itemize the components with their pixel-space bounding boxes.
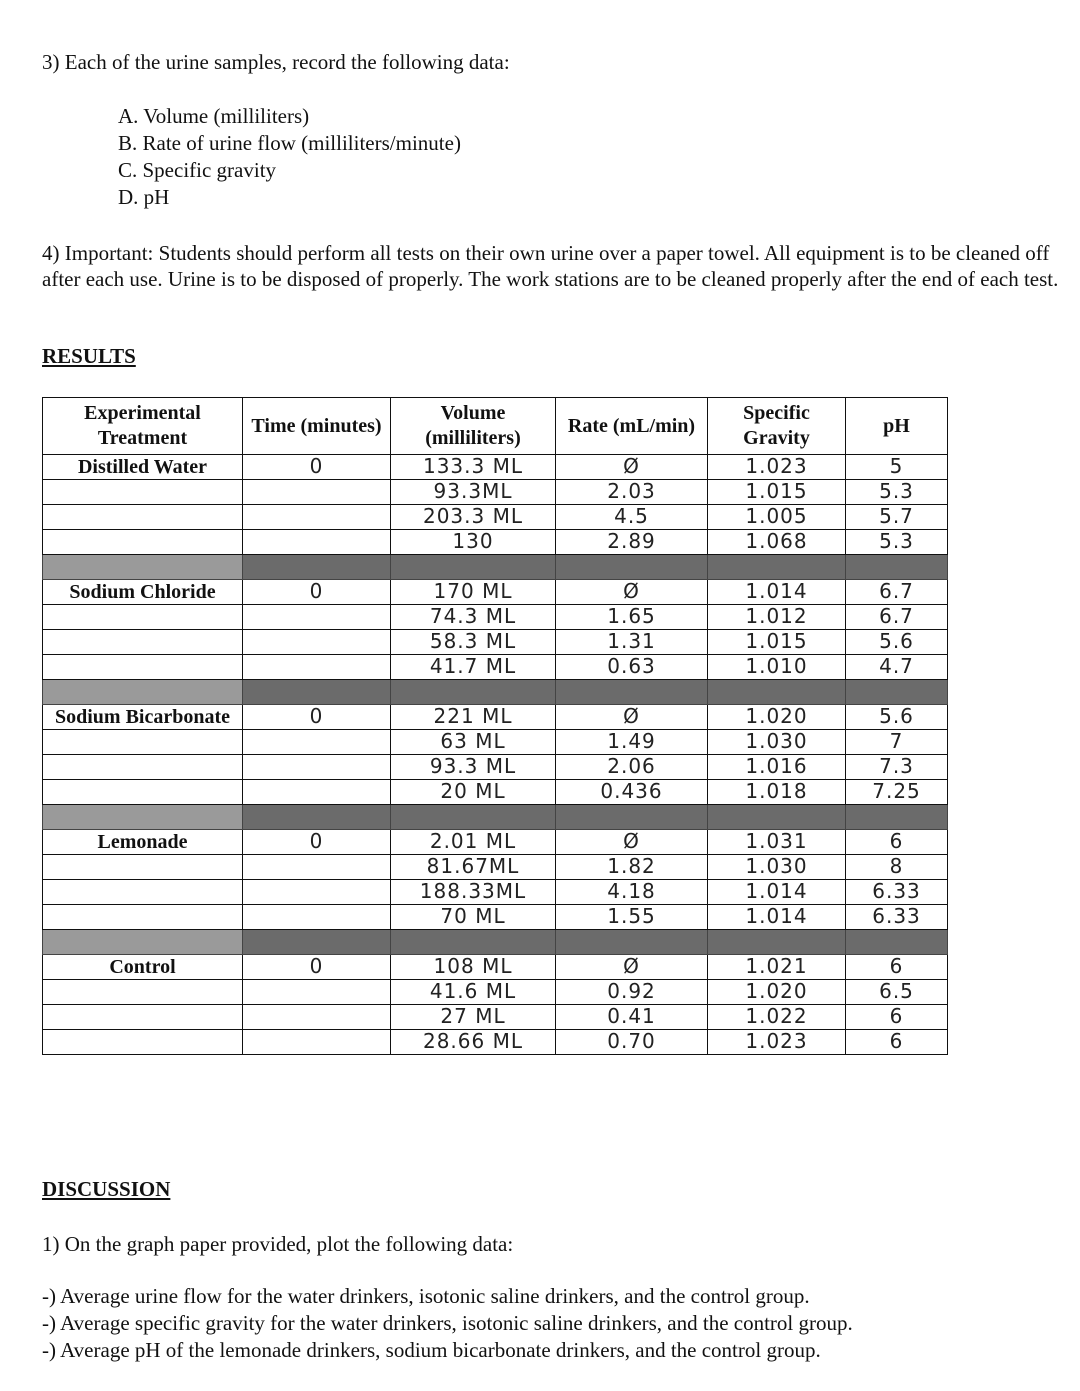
separator-cell	[43, 805, 243, 830]
step3-intro: 3) Each of the urine samples, record the following data:	[42, 50, 510, 74]
specific-gravity-cell: 1.021	[708, 955, 846, 980]
ph-cell: 5.7	[846, 505, 948, 530]
separator-cell	[391, 680, 556, 705]
step3-item-specific-gravity: C. Specific gravity	[118, 158, 277, 182]
ph-cell: 7.25	[846, 780, 948, 805]
table-row	[43, 455, 948, 480]
ph-cell: 7.3	[846, 755, 948, 780]
col-header-time: Time (minutes)	[243, 398, 391, 455]
col-header-ph: pH	[846, 398, 948, 455]
rate-cell: 4.18	[556, 880, 708, 905]
treatment-label-sodium-chloride: Sodium Chloride	[43, 580, 243, 605]
separator-cell	[556, 680, 708, 705]
volume-cell: 2.01 ML	[391, 830, 556, 855]
rate-cell: 1.49	[556, 730, 708, 755]
rate-cell: 0.41	[556, 1005, 708, 1030]
volume-cell: 130	[391, 530, 556, 555]
group-separator-row	[43, 555, 948, 580]
time-cell-empty	[243, 480, 391, 505]
ph-cell: 5.6	[846, 705, 948, 730]
treatment-cell	[43, 505, 243, 530]
treatment-cell	[43, 655, 243, 680]
rate-cell: 1.55	[556, 905, 708, 930]
table-row	[43, 905, 948, 930]
table-row	[43, 630, 948, 655]
time-cell: 0	[243, 580, 391, 605]
time-cell-empty	[243, 505, 391, 530]
volume-cell: 41.7 ML	[391, 655, 556, 680]
table-row	[43, 655, 948, 680]
specific-gravity-cell: 1.014	[708, 905, 846, 930]
treatment-cell	[43, 630, 243, 655]
separator-cell	[846, 930, 948, 955]
volume-cell: 70 ML	[391, 905, 556, 930]
specific-gravity-cell: 1.016	[708, 755, 846, 780]
group-separator-row	[43, 680, 948, 705]
ph-cell: 6.33	[846, 905, 948, 930]
ph-cell: 5.3	[846, 480, 948, 505]
time-cell-empty	[243, 880, 391, 905]
table-row	[43, 480, 948, 505]
specific-gravity-cell: 1.031	[708, 830, 846, 855]
specific-gravity-cell: 1.018	[708, 780, 846, 805]
table-row	[43, 980, 948, 1005]
volume-cell: 63 ML	[391, 730, 556, 755]
time-cell-empty	[243, 730, 391, 755]
rate-cell: Ø	[556, 455, 708, 480]
col-header-treatment: Experimental Treatment	[43, 398, 243, 455]
rate-cell: Ø	[556, 705, 708, 730]
table-row	[43, 705, 948, 730]
rate-cell: Ø	[556, 955, 708, 980]
separator-cell	[243, 930, 391, 955]
treatment-cell	[43, 480, 243, 505]
volume-cell: 133.3 ML	[391, 455, 556, 480]
time-cell-empty	[243, 905, 391, 930]
separator-cell	[43, 555, 243, 580]
step3-item-volume: A. Volume (milliliters)	[118, 104, 310, 128]
ph-cell: 6.7	[846, 605, 948, 630]
results-heading: RESULTS	[42, 344, 136, 368]
separator-cell	[708, 805, 846, 830]
rate-cell: 4.5	[556, 505, 708, 530]
table-row	[43, 505, 948, 530]
treatment-label-control: Control	[43, 955, 243, 980]
volume-cell: 93.3 ML	[391, 755, 556, 780]
volume-cell: 41.6 ML	[391, 980, 556, 1005]
time-cell-empty	[243, 1005, 391, 1030]
separator-cell	[556, 930, 708, 955]
volume-cell: 170 ML	[391, 580, 556, 605]
separator-cell	[391, 555, 556, 580]
treatment-cell	[43, 855, 243, 880]
time-cell: 0	[243, 455, 391, 480]
step3-item-rate: B. Rate of urine flow (milliliters/minute)	[118, 131, 461, 155]
table-row	[43, 955, 948, 980]
discussion-bullet-specific-gravity: -) Average specific gravity for the water drinkers, isotonic saline drinkers, and the control group.	[42, 1311, 853, 1335]
specific-gravity-cell: 1.030	[708, 855, 846, 880]
treatment-label-distilled-water: Distilled Water	[43, 455, 243, 480]
separator-cell	[556, 555, 708, 580]
ph-cell: 5	[846, 455, 948, 480]
treatment-cell	[43, 1030, 243, 1055]
ph-cell: 6	[846, 1030, 948, 1055]
ph-cell: 5.6	[846, 630, 948, 655]
separator-cell	[846, 680, 948, 705]
treatment-label-lemonade: Lemonade	[43, 830, 243, 855]
table-row	[43, 605, 948, 630]
treatment-label-sodium-bicarbonate: Sodium Bicarbonate	[43, 705, 243, 730]
volume-cell: 58.3 ML	[391, 630, 556, 655]
ph-cell: 5.3	[846, 530, 948, 555]
step3-item-ph: D. pH	[118, 185, 170, 209]
specific-gravity-cell: 1.010	[708, 655, 846, 680]
col-header-volume: Volume (milliliters)	[391, 398, 556, 455]
specific-gravity-cell: 1.015	[708, 480, 846, 505]
separator-cell	[243, 680, 391, 705]
separator-cell	[391, 930, 556, 955]
volume-cell: 203.3 ML	[391, 505, 556, 530]
rate-cell: 1.65	[556, 605, 708, 630]
time-cell-empty	[243, 630, 391, 655]
rate-cell: 0.436	[556, 780, 708, 805]
time-cell: 0	[243, 955, 391, 980]
volume-cell: 74.3 ML	[391, 605, 556, 630]
treatment-cell	[43, 880, 243, 905]
specific-gravity-cell: 1.068	[708, 530, 846, 555]
ph-cell: 8	[846, 855, 948, 880]
time-cell: 0	[243, 705, 391, 730]
separator-cell	[43, 930, 243, 955]
specific-gravity-cell: 1.015	[708, 630, 846, 655]
volume-cell: 28.66 ML	[391, 1030, 556, 1055]
table-row	[43, 580, 948, 605]
specific-gravity-cell: 1.022	[708, 1005, 846, 1030]
group-separator-row	[43, 930, 948, 955]
discussion-heading: DISCUSSION	[42, 1177, 171, 1201]
specific-gravity-cell: 1.023	[708, 455, 846, 480]
discussion-bullet-urine-flow: -) Average urine flow for the water drinkers, isotonic saline drinkers, and the control group.	[42, 1284, 810, 1308]
ph-cell: 7	[846, 730, 948, 755]
rate-cell: 1.31	[556, 630, 708, 655]
time-cell-empty	[243, 855, 391, 880]
treatment-cell	[43, 905, 243, 930]
time-cell-empty	[243, 605, 391, 630]
table-row	[43, 530, 948, 555]
separator-cell	[556, 805, 708, 830]
col-header-rate: Rate (mL/min)	[556, 398, 708, 455]
treatment-cell	[43, 605, 243, 630]
time-cell: 0	[243, 830, 391, 855]
discussion-question-1: 1) On the graph paper provided, plot the following data:	[42, 1232, 514, 1256]
col-header-specific-gravity: Specific Gravity	[708, 398, 846, 455]
group-separator-row	[43, 805, 948, 830]
separator-cell	[243, 555, 391, 580]
separator-cell	[846, 555, 948, 580]
ph-cell: 6.5	[846, 980, 948, 1005]
specific-gravity-cell: 1.020	[708, 705, 846, 730]
table-header-row	[43, 398, 948, 455]
treatment-cell	[43, 1005, 243, 1030]
volume-cell: 221 ML	[391, 705, 556, 730]
ph-cell: 6	[846, 955, 948, 980]
separator-cell	[708, 930, 846, 955]
ph-cell: 6.7	[846, 580, 948, 605]
ph-cell: 6	[846, 1005, 948, 1030]
treatment-cell	[43, 530, 243, 555]
rate-cell: 2.89	[556, 530, 708, 555]
specific-gravity-cell: 1.014	[708, 580, 846, 605]
specific-gravity-cell: 1.012	[708, 605, 846, 630]
separator-cell	[43, 680, 243, 705]
volume-cell: 81.67ML	[391, 855, 556, 880]
separator-cell	[708, 555, 846, 580]
ph-cell: 6.33	[846, 880, 948, 905]
treatment-cell	[43, 755, 243, 780]
volume-cell: 108 ML	[391, 955, 556, 980]
treatment-cell	[43, 980, 243, 1005]
time-cell-empty	[243, 755, 391, 780]
volume-cell: 188.33ML	[391, 880, 556, 905]
table-row	[43, 1030, 948, 1055]
separator-cell	[846, 805, 948, 830]
specific-gravity-cell: 1.014	[708, 880, 846, 905]
table-row	[43, 1005, 948, 1030]
table-row	[43, 730, 948, 755]
time-cell-empty	[243, 1030, 391, 1055]
specific-gravity-cell: 1.023	[708, 1030, 846, 1055]
treatment-cell	[43, 780, 243, 805]
results-table	[42, 397, 948, 1055]
rate-cell: 1.82	[556, 855, 708, 880]
volume-cell: 27 ML	[391, 1005, 556, 1030]
table-row	[43, 880, 948, 905]
ph-cell: 6	[846, 830, 948, 855]
ph-cell: 4.7	[846, 655, 948, 680]
discussion-bullet-ph: -) Average pH of the lemonade drinkers, sodium bicarbonate drinkers, and the control group.	[42, 1338, 821, 1362]
volume-cell: 93.3ML	[391, 480, 556, 505]
separator-cell	[391, 805, 556, 830]
volume-cell: 20 ML	[391, 780, 556, 805]
table-row	[43, 855, 948, 880]
table-row	[43, 780, 948, 805]
rate-cell: 0.92	[556, 980, 708, 1005]
rate-cell: 2.06	[556, 755, 708, 780]
table-row	[43, 830, 948, 855]
time-cell-empty	[243, 655, 391, 680]
time-cell-empty	[243, 530, 391, 555]
separator-cell	[243, 805, 391, 830]
rate-cell: 0.70	[556, 1030, 708, 1055]
specific-gravity-cell: 1.005	[708, 505, 846, 530]
rate-cell: 0.63	[556, 655, 708, 680]
rate-cell: Ø	[556, 580, 708, 605]
table-row	[43, 755, 948, 780]
rate-cell: Ø	[556, 830, 708, 855]
specific-gravity-cell: 1.020	[708, 980, 846, 1005]
treatment-cell	[43, 730, 243, 755]
time-cell-empty	[243, 980, 391, 1005]
specific-gravity-cell: 1.030	[708, 730, 846, 755]
rate-cell: 2.03	[556, 480, 708, 505]
time-cell-empty	[243, 780, 391, 805]
step4-paragraph: 4) Important: Students should perform all tests on their own urine over a paper towel. All equipment is to be cleaned off after each use. Urine is to be disposed of properly. The work stations are to be cleaned properly after the end of each test.	[42, 241, 1059, 291]
separator-cell	[708, 680, 846, 705]
